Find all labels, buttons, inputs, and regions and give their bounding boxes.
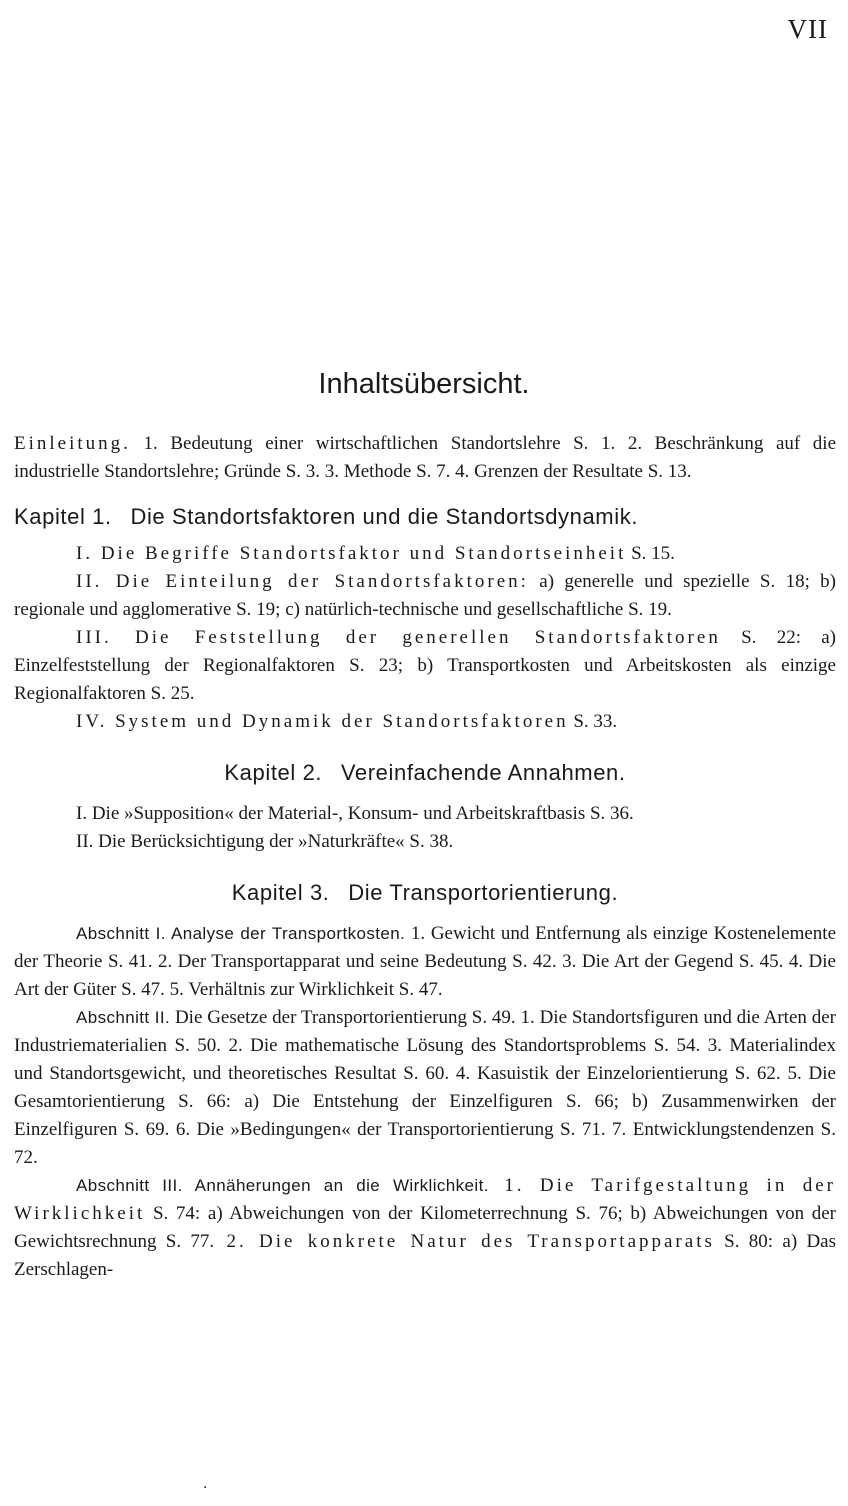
chapter-1-item-label: IV. System und Dynamik der Standortsfaktoren <box>76 711 569 732</box>
page-number: VII <box>787 14 828 44</box>
abschnitt-3-label: Abschnitt III. Annäherungen an die Wirklichkeit. <box>76 1176 489 1195</box>
chapter-3-heading <box>14 874 836 912</box>
abschnitt-3-part1-text: S. 74: a) Abweichungen von der Kilometerrechnung S. 76; b) Abweichungen von der Gewichtsrechnung S. 77. <box>14 1203 836 1252</box>
chapter-3-title: Die Transportorientierung. <box>348 880 619 905</box>
chapter-1-item-label: I. Die Begriffe Standortsfaktor und Standortseinheit <box>76 543 627 564</box>
chapter-1-item <box>14 624 836 708</box>
page-title: Inhaltsübersicht. <box>318 368 530 400</box>
table-of-contents <box>14 430 836 1284</box>
print-mark: · <box>203 1480 208 1496</box>
chapter-2-heading <box>14 754 836 792</box>
abschnitt-2-label: Abschnitt II. <box>76 1008 171 1027</box>
chapter-1-item <box>14 540 836 568</box>
abschnitt-2-entry <box>14 1004 836 1172</box>
chapter-1-number: Kapitel 1. <box>14 504 112 529</box>
chapter-1-item-text: a) generelle und spezielle S. 18; b) regionale und agglomerative S. 19; c) natürlich-technische und gesellschaftliche S. 19. <box>14 571 837 620</box>
chapter-1-item-text: S. 22: a) Einzelfeststellung der Regionalfaktoren S. 23; b) Transportkosten und Arbeitskosten als einzige Regionalfaktoren S. 25. <box>14 627 836 704</box>
chapter-2-title: Vereinfachende Annahmen. <box>340 760 626 785</box>
abschnitt-2-text: Die Gesetze der Transportorientierung S. 49. 1. Die Standortsfiguren und die Arten der Industriematerialien S. 50. 2. Die mathematische Lösung des Standortsproblems S. 54. 3. Materialindex und Standortsgewicht, und theoretisches Resultat S. 60. 4. Kasuistik der Einzelorientierung S. 62. 5. Die Gesamtorientierung S. 66: a) Die Entstehung der Einzelfiguren S. 66; b) Zusammenwirken der Einzelfiguren S. 69. 6. Die »Bedingungen« der Transportorientierung S. 71. 7. Entwicklungstendenzen S. 72. <box>14 1007 836 1168</box>
chapter-1-heading <box>14 498 836 536</box>
chapter-2-number: Kapitel 2. <box>224 760 323 785</box>
chapter-1-item-text: S. 33. <box>568 711 618 732</box>
abschnitt-3-entry <box>14 1172 836 1284</box>
chapter-3-number: Kapitel 3. <box>231 880 330 905</box>
abschnitt-3-part1-label: 1. Die Tarifgestaltung in der Wirklichkeit <box>14 1175 836 1224</box>
einleitung-entry <box>14 430 836 486</box>
einleitung-label: Einleitung. <box>14 433 131 454</box>
abschnitt-1-label: Abschnitt I. Analyse der Transportkosten. <box>76 924 406 943</box>
chapter-2-item: I. Die »Supposition« der Material-, Konsum- und Arbeitskraftbasis S. 36. <box>76 803 634 824</box>
abschnitt-1-text: 1. Gewicht und Entfernung als einzige Kostenelemente der Theorie S. 41. 2. Der Transportapparat und seine Bedeutung S. 42. 3. Die Art der Gegend S. 45. 4. Die Art der Güter S. 47. 5. Verhältnis zur Wirklichkeit S. 47. <box>14 923 836 1000</box>
chapter-1-item-label: III. Die Feststellung der generellen Standortsfaktoren <box>76 627 721 648</box>
abschnitt-3-part2-text: S. 80: a) Das Zerschlagen- <box>14 1231 836 1280</box>
einleitung-text: 1. Bedeutung einer wirtschaftlichen Standortslehre S. 1. 2. Beschränkung auf die industrielle Standortslehre; Gründe S. 3. 3. Methode S. 7. 4. Grenzen der Resultate S. 13. <box>14 433 837 482</box>
chapter-2-item: II. Die Berücksichtigung der »Naturkräfte« S. 38. <box>76 831 454 852</box>
chapter-1-item-label: II. Die Einteilung der Standortsfaktoren: <box>76 571 529 592</box>
chapter-1-item-text: S. 15. <box>626 543 675 564</box>
chapter-1-title: Die Standortsfaktoren und die Standortsdynamik. <box>130 504 639 529</box>
abschnitt-1-entry <box>14 920 836 1004</box>
chapter-1-item <box>14 708 836 736</box>
chapter-1-item <box>14 568 836 624</box>
abschnitt-3-part2-label: 2. Die konkrete Natur des Transportapparats <box>214 1231 715 1252</box>
